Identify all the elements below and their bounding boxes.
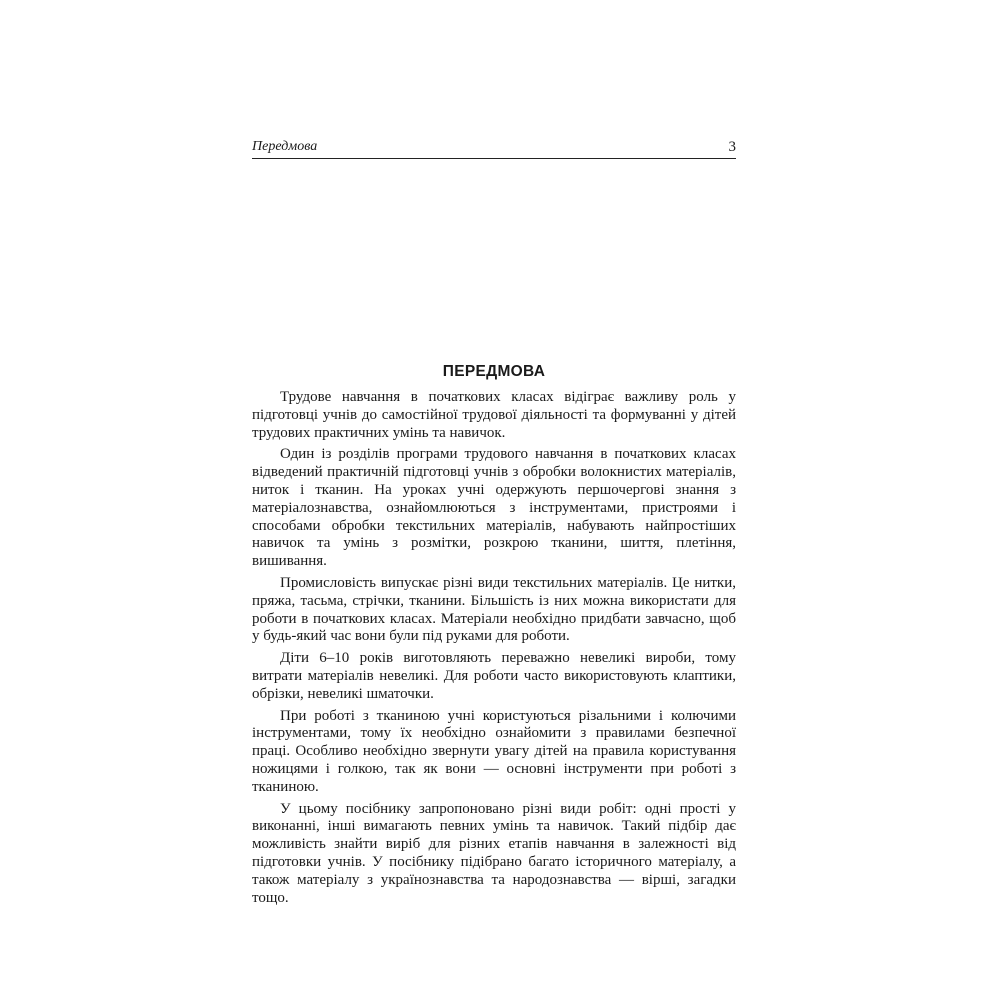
- paragraph: Промисловість випускає різні види текстильних матеріалів. Це нитки, пряжа, тасьма, стрічки, тканини. Більшість із них можна використати для роботи в початкових класах. Матеріали необхідно придбати завчасно, щоб у будь-який час вони були під руками для роботи.: [252, 574, 736, 645]
- paragraph: У цьому посібнику запропоновано різні види робіт: одні прості у виконанні, інші вимагають певних умінь та навичок. Такий підбір дає можливість знайти виріб для різних етапів навчання в залежності від підготовки учнів. У посібнику підібрано багато історичного матеріалу, а також матеріалу з українознавства та народознавства — вірші, загадки тощо.: [252, 800, 736, 906]
- running-header: [252, 138, 736, 159]
- body-text: [252, 389, 736, 911]
- paragraph: Один із розділів програми трудового навчання в початкових класах відведений практичній підготовці учнів з обробки волокнистих матеріалів, ниток і тканин. На уроках учні одержують першочергові знання з матеріалознавства, ознайомлюються з інструментами, пристроями і способами обробки текстильних матеріалів, набувають найпростіших навичок та умінь з розмітки, розкрою тканини, шиття, плетіння, вишивання.: [252, 446, 736, 570]
- document-page: [252, 0, 736, 1000]
- running-title: Передмова: [252, 139, 318, 154]
- paragraph: При роботі з тканиною учні користуються різальними і колючими інструментами, тому їх необхідно ознайомити з правилами безпечної праці. Особливо необхідно звернути увагу дітей на правила користування ножицями і голкою, так як вони — основні інструменти при роботі з тканиною.: [252, 707, 736, 795]
- paragraph: Трудове навчання в початкових класах відіграє важливу роль у підготовці учнів до самостійної трудової діяльності та формуванні у дітей трудових практичних умінь та навичок.: [252, 389, 736, 441]
- page-number: 3: [728, 139, 736, 155]
- paragraph: Діти 6–10 років виготовляють переважно невеликі вироби, тому витрати матеріалів невеликі. Для роботи часто використовують клаптики, обрізки, невеликі шматочки.: [252, 650, 736, 702]
- section-heading: ПЕРЕДМОВА: [442, 363, 546, 380]
